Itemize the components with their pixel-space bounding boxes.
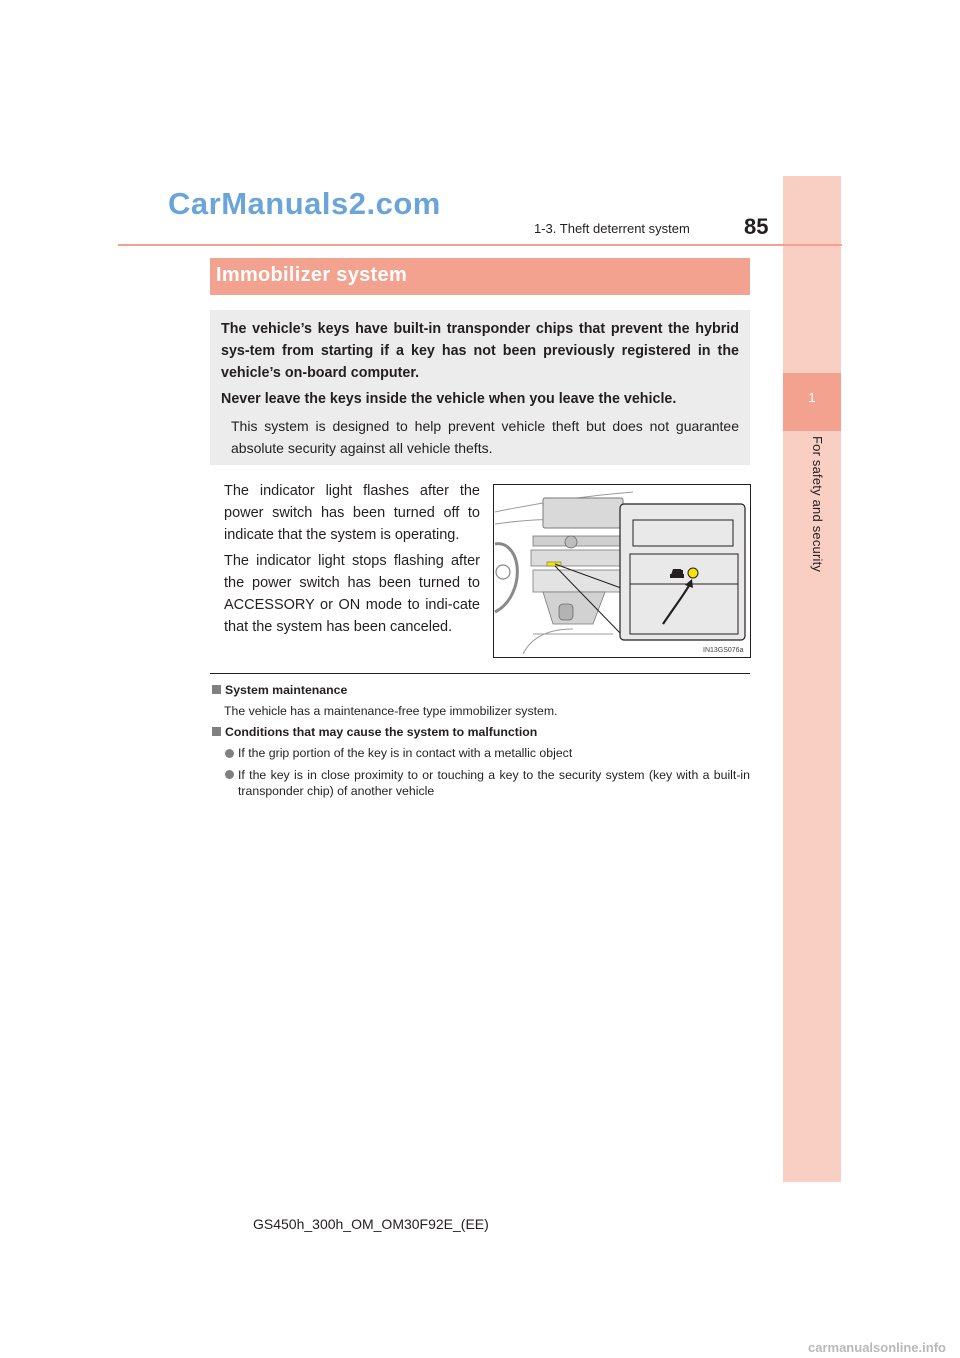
page-number: 85 — [744, 214, 769, 239]
chapter-title: For safety and security — [810, 436, 825, 573]
header-section-title: 1-3. Theft deterrent system — [534, 221, 690, 236]
round-bullet-icon — [225, 770, 234, 779]
header-rule — [118, 244, 842, 246]
footer-watermark: carmanualsonline.info — [808, 1340, 946, 1355]
indicator-paragraph-2: The indicator light stops flashing after the power switch has been turned to ACCESSORY or ON mode to indi-cate that the system has been canceled. — [224, 553, 480, 635]
watermark-logo: CarManuals2.com — [168, 186, 441, 221]
intro-bold-text: The vehicle’s keys have built-in transponder chips that prevent the hybrid sys-tem from starting if a key has not been previously registered in the vehicle’s on-board computer. — [221, 321, 739, 381]
indicator-light — [688, 568, 698, 578]
section-title: Immobilizer system — [216, 264, 408, 286]
round-bullet-icon — [225, 749, 234, 758]
footer-document-code: GS450h_300h_OM_OM30F92E_(EE) — [253, 1216, 489, 1232]
side-tab-strip — [783, 176, 841, 1182]
square-bullet-icon — [212, 685, 221, 694]
intro-normal-text: This system is designed to help prevent vehicle theft but does not guarantee absolute security against all vehicle thefts. — [231, 418, 739, 456]
illustration-code: IN13GS076a — [703, 647, 744, 654]
note-heading-malfunction-conditions: Conditions that may cause the system to malfunction — [212, 725, 537, 739]
list-item: If the grip portion of the key is in contact with a metallic object — [238, 746, 573, 760]
note-body-system-maintenance: The vehicle has a maintenance-free type immobilizer system. — [224, 704, 558, 718]
chapter-number: 1 — [808, 390, 816, 405]
intro-warning-text: Never leave the keys inside the vehicle when you leave the vehicle. — [221, 391, 677, 407]
dashboard-illustration — [493, 484, 751, 658]
square-bullet-icon — [212, 727, 221, 736]
indicator-paragraph-1: The indicator light flashes after the power switch has been turned off to indicate that the system is operating. — [224, 483, 480, 543]
note-heading-system-maintenance: System maintenance — [212, 683, 347, 697]
list-item: If the key is in close proximity to or touching a key to the security system (key with a built-in transponder chip) of another vehicle — [238, 768, 750, 798]
notes-rule — [210, 673, 750, 674]
